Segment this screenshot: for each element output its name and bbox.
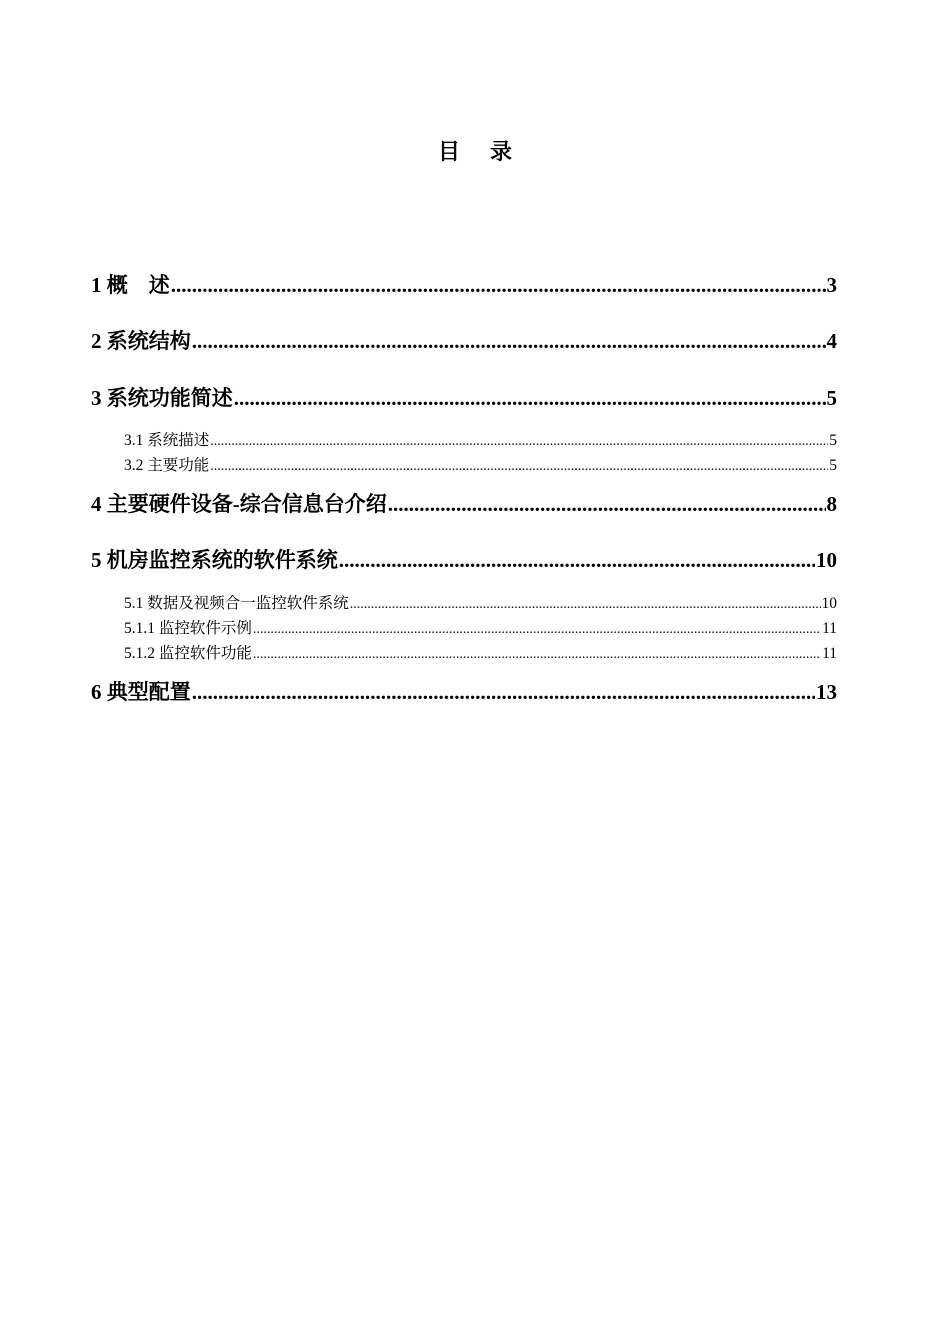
toc-page-number: 4	[826, 329, 837, 353]
toc-entry-label: 5.1 数据及视频合一监控软件系统	[124, 595, 349, 612]
toc-leader-dots	[253, 644, 821, 666]
toc-title	[0, 135, 950, 166]
toc-entry-3-2[interactable]	[124, 455, 837, 477]
toc-page-number: 11	[822, 645, 837, 662]
toc-page-number: 5	[829, 432, 837, 449]
toc-entry-4[interactable]	[91, 489, 837, 519]
toc-leader-dots	[388, 489, 826, 519]
toc-entry-label: 5.1.2 监控软件功能	[124, 645, 252, 662]
toc-title-right: 录	[490, 139, 513, 164]
toc-entry-label: 5 机房监控系统的软件系统	[91, 548, 338, 572]
toc-entry-3-1[interactable]	[124, 430, 837, 452]
toc-entry-5-1[interactable]	[124, 593, 837, 615]
toc-page-number: 5	[826, 386, 837, 410]
toc-title-left: 目	[437, 139, 460, 164]
toc-page-number: 5	[829, 457, 837, 474]
toc-entry-6[interactable]	[91, 677, 837, 707]
toc-page-number: 10	[821, 595, 837, 612]
toc-entry-5[interactable]	[91, 545, 837, 575]
toc-leader-dots	[192, 677, 815, 707]
toc-leader-dots	[171, 270, 826, 300]
toc-entry-label: 2 系统结构	[91, 329, 191, 353]
toc-page-number: 13	[816, 680, 837, 704]
toc-entry-label: 3.1 系统描述	[124, 432, 210, 449]
toc-entry-5-1-2[interactable]	[124, 643, 837, 665]
toc-leader-dots	[210, 456, 828, 478]
toc-entry-1[interactable]	[91, 270, 837, 300]
toc-page-number: 10	[816, 548, 837, 572]
toc-leader-dots	[210, 431, 828, 453]
toc-entry-3[interactable]	[91, 383, 837, 413]
toc-leader-dots	[253, 619, 821, 641]
toc-leader-dots	[350, 594, 821, 616]
toc-entry-5-1-1[interactable]	[124, 618, 837, 640]
toc-page-number: 3	[826, 273, 837, 297]
toc-leader-dots	[234, 383, 826, 413]
toc-entry-label: 3.2 主要功能	[124, 457, 210, 474]
toc-entry-label: 3 系统功能简述	[91, 386, 233, 410]
toc-leader-dots	[339, 545, 815, 575]
toc-entry-2[interactable]	[91, 326, 837, 356]
toc-entry-label: 4 主要硬件设备-综合信息台介绍	[91, 492, 387, 516]
toc-entry-label: 6 典型配置	[91, 680, 191, 704]
toc-page-number: 8	[826, 492, 837, 516]
toc-entry-label: 5.1.1 监控软件示例	[124, 620, 252, 637]
toc-leader-dots	[192, 326, 826, 356]
toc-entry-label: 1 概 述	[91, 273, 170, 297]
toc-page-number: 11	[822, 620, 837, 637]
